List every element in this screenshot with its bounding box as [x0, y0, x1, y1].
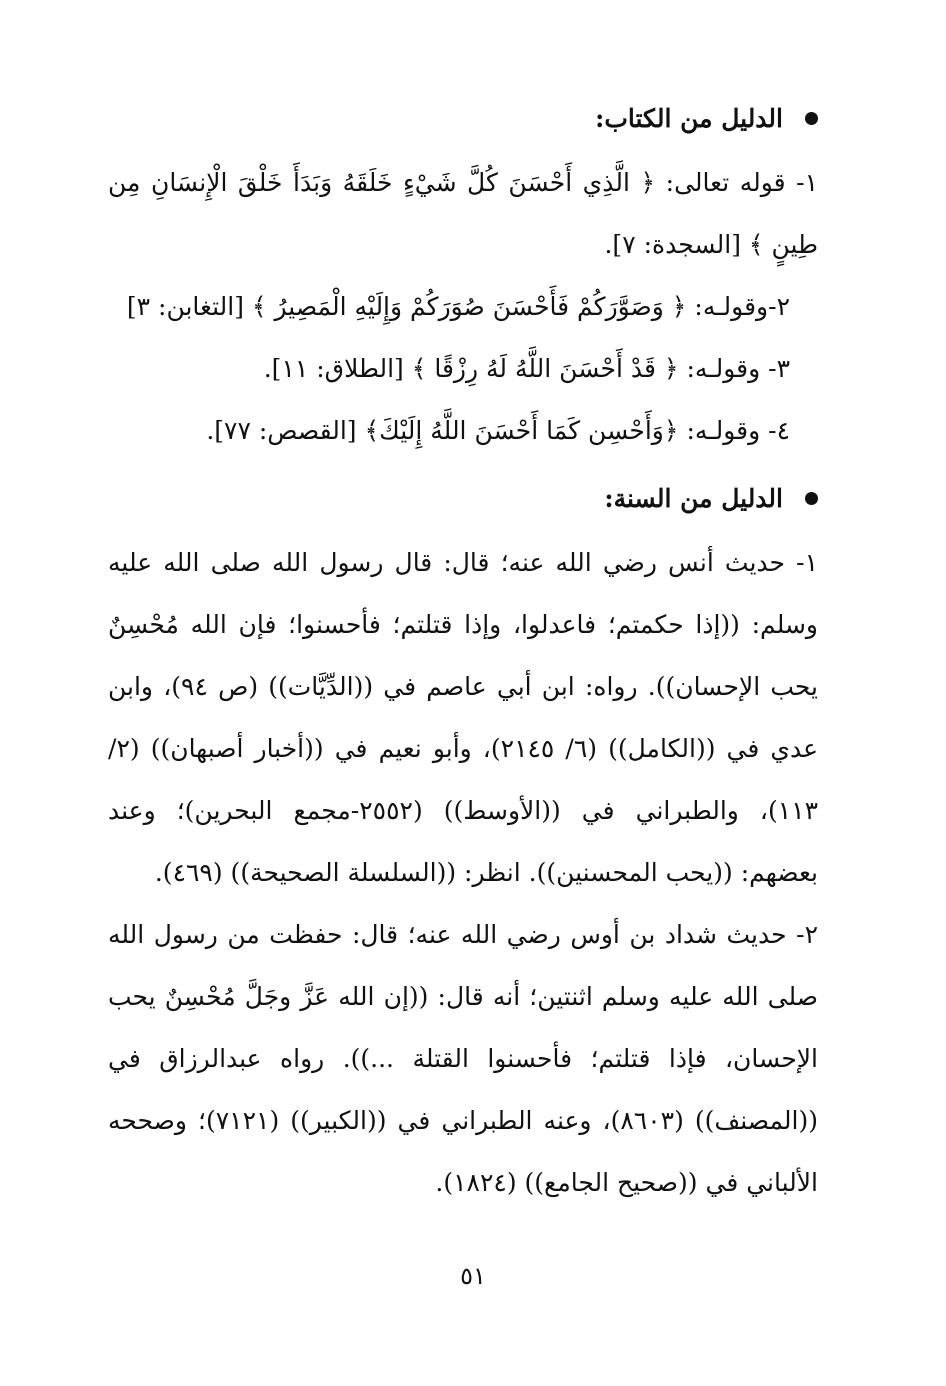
bullet-icon — [805, 492, 818, 505]
page-number: ٥١ — [460, 1262, 486, 1290]
section-title: الدليل من الكتاب: — [595, 103, 783, 133]
bullet-icon — [805, 112, 818, 125]
sunnah-hadith-1: ١- حديث أنس رضي الله عنه؛ قال: قال رسول الله صلى الله عليه وسلم: ((إذا حكمتم؛ فاعدلوا، وإذا قتلتم؛ فأحسنوا؛ فإن الله مُحْسِنٌ يحب الإحسان)). رواه: ابن أبي عاصم في ((الدِّيَّات)) (ص ٩٤)، وابن عدي في ((الكامل)) (٦/ ٢١٤٥)، وأبو نعيم في ((أخبار أصبهان)) (٢/ ١١٣)، والطبراني في ((الأوسط)) (٢٥٥٢-مجمع البحرين)؛ وعند بعضهم: ((يحب المحسنين)). انظر: ((السلسلة الصحيحة)) (٤٦٩). — [108, 548, 819, 887]
section-title: الدليل من السنة: — [604, 483, 783, 513]
section-heading-book — [108, 92, 818, 144]
section-heading-sunnah — [108, 472, 818, 524]
book-evidence-4: ٤- وقولـه: ﴿وَأَحْسِن كَمَا أَحْسَنَ اللَّهُ إِلَيْكَ﴾ [القصص: ٧٧]. — [206, 416, 790, 445]
book-evidence-1: ١- قوله تعالى: ﴿ الَّذِي أَحْسَنَ كُلَّ شَيْءٍ خَلَقَهُ وَبَدَأَ خَلْقَ الْإِنسَانِ مِن طِينٍ ﴾ [السجدة: ٧]. — [108, 168, 818, 259]
book-evidence-3: ٣- وقولـه: ﴿ قَدْ أَحْسَنَ اللَّهُ لَهُ رِزْقًا ﴾ [الطلاق: ١١]. — [263, 354, 790, 383]
sunnah-hadith-2: ٢- حديث شداد بن أوس رضي الله عنه؛ قال: حفظت من رسول الله صلى الله عليه وسلم اثنتين؛ أنه قال: ((إن الله عَزَّ وجَلَّ مُحْسِنٌ يحب الإحسان، فإذا قتلتم؛ فأحسنوا القتلة ...)). رواه عبدالرزاق في ((المصنف)) (٨٦٠٣)، وعنه الطبراني في ((الكبير)) (٧١٢١)؛ وصححه الألباني في ((صحيح الجامع)) (١٨٢٤). — [108, 920, 818, 1197]
book-evidence-2: ٢-وقولـه: ﴿ وَصَوَّرَكُمْ فَأَحْسَنَ صُوَرَكُمْ وَإِلَيْهِ الْمَصِيرُ ﴾ [التغابن: ٣] — [126, 292, 790, 321]
